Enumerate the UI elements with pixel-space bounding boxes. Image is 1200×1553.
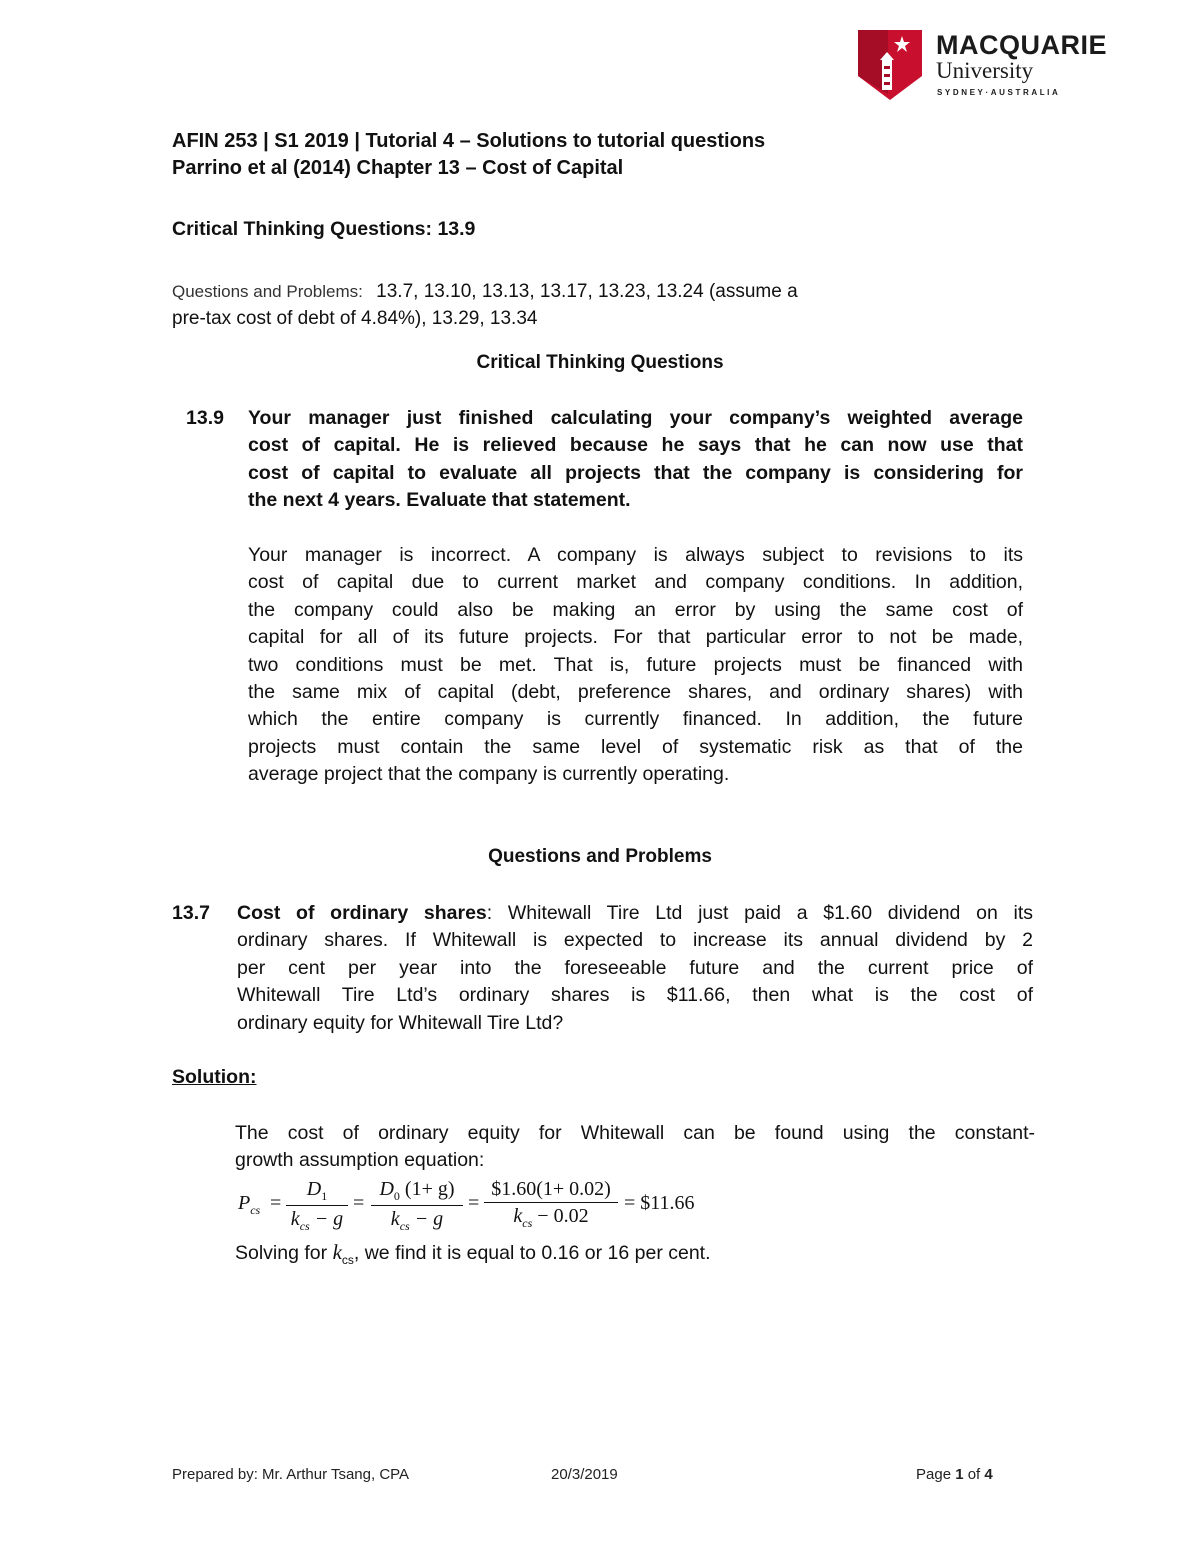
eq-f1-num-var: D xyxy=(306,1178,322,1200)
footer-page-total: 4 xyxy=(984,1466,993,1483)
qp-items-line2: pre-tax cost of debt of 4.84%), 13.29, 13.34 xyxy=(172,308,538,329)
eq-fraction-3 xyxy=(484,1178,618,1231)
eq-f1-numerator xyxy=(286,1178,348,1206)
question-line: Your manager just finished calculating your company’s weighted average xyxy=(248,407,1023,429)
answer-line: Your manager is incorrect. A company is always subject to revisions to its xyxy=(248,544,1023,566)
eq-f3-den-rest: − 0.02 xyxy=(532,1205,589,1227)
logo-location: SYDNEY·AUSTRALIA xyxy=(937,88,1061,97)
solution-conclusion xyxy=(235,1240,711,1267)
question-line: ordinary shares. If Whitewall is expected to increase its annual dividend by 2 xyxy=(237,929,1033,952)
question-title: Cost of ordinary shares xyxy=(237,902,487,924)
solution-label: Solution: xyxy=(172,1066,257,1088)
eq-f1-den-var: k xyxy=(290,1208,300,1230)
question-line-rest: : Whitewall Tire Ltd just paid a $1.60 dividend on its xyxy=(486,902,1033,924)
conclusion-var: k xyxy=(332,1240,342,1264)
lighthouse-crest-icon xyxy=(858,30,922,100)
answer-line: the company could also be making an error by using the same cost of xyxy=(248,598,1023,621)
question-line: Whitewall Tire Ltd’s ordinary shares is $11.66, then what is the cost of xyxy=(237,984,1033,1007)
footer-of-word: of xyxy=(963,1466,985,1483)
answer-line: projects must contain the same level of systematic risk as that of the xyxy=(248,735,1023,758)
answer-line: the same mix of capital (debt, preference shares, and ordinary shares) with xyxy=(248,681,1023,704)
eq-lhs xyxy=(238,1192,260,1218)
qp-label: Questions and Problems: xyxy=(172,282,363,301)
eq-f3-den-var: k xyxy=(513,1205,523,1227)
question-number-13-9: 13.9 xyxy=(186,407,224,429)
critical-thinking-list: Critical Thinking Questions: 13.9 xyxy=(172,218,476,240)
section-heading-questions-problems: Questions and Problems xyxy=(488,846,712,867)
eq-f1-den-sub: cs xyxy=(299,1219,310,1233)
answer-13-9-text xyxy=(248,542,1023,789)
eq-f2-den-rest: − g xyxy=(409,1208,444,1230)
conclusion-var-sub: cs xyxy=(341,1252,354,1267)
section-heading-critical-thinking: Critical Thinking Questions xyxy=(476,352,724,373)
eq-fraction-1 xyxy=(286,1178,348,1234)
footer-date: 20/3/2019 xyxy=(551,1466,618,1483)
solution-line: growth assumption equation: xyxy=(235,1149,485,1172)
question-line: cost of capital to evaluate all projects that the company is considering for xyxy=(248,461,1023,484)
eq-equals: = xyxy=(270,1192,282,1214)
eq-lhs-var: P xyxy=(238,1192,251,1214)
question-13-9-text xyxy=(248,405,1023,515)
eq-equals: = xyxy=(468,1192,480,1214)
solution-line: The cost of ordinary equity for Whitewall can be found using the constant- xyxy=(235,1122,1035,1144)
conclusion-text-b: , we find it is equal to 0.16 or 16 per cent. xyxy=(353,1242,711,1264)
eq-f2-den-var: k xyxy=(390,1208,400,1230)
conclusion-text-a: Solving for xyxy=(235,1242,333,1264)
answer-line: two conditions must be met. That is, future projects must be financed with xyxy=(248,653,1023,676)
university-logo xyxy=(858,30,1107,100)
eq-f2-num-rest: (1+ g) xyxy=(399,1178,455,1200)
question-line: per cent per year into the foreseeable future and the current price of xyxy=(237,956,1033,979)
question-line: the next 4 years. Evaluate that statement. xyxy=(248,489,631,512)
document-subtitle: Parrino et al (2014) Chapter 13 – Cost of Capital xyxy=(172,157,624,179)
eq-f2-denominator xyxy=(371,1206,463,1234)
footer-prepared-by: Prepared by: Mr. Arthur Tsang, CPA xyxy=(172,1466,410,1483)
eq-f3-numerator: $1.60(1+ 0.02) xyxy=(484,1178,618,1203)
footer-page-current: 1 xyxy=(955,1466,964,1483)
constant-growth-equation xyxy=(238,1178,718,1238)
document-title: AFIN 253 | S1 2019 | Tutorial 4 – Solutions to tutorial questions xyxy=(172,130,766,152)
question-line xyxy=(237,900,1033,927)
eq-f2-numerator xyxy=(371,1178,463,1206)
eq-lhs-sub-text: cs xyxy=(250,1203,261,1217)
footer-page-word: Page xyxy=(916,1466,956,1483)
logo-subtitle: University xyxy=(936,58,1034,83)
qp-items-line1: 13.7, 13.10, 13.13, 13.17, 13.23, 13.24 (assume a xyxy=(376,281,798,302)
answer-line: average project that the company is currently operating. xyxy=(248,763,730,786)
footer-page-number xyxy=(916,1466,993,1483)
question-line: cost of capital. He is relieved because he says that he can now use that xyxy=(248,434,1023,457)
solution-text xyxy=(235,1120,1035,1175)
eq-rhs: = $11.66 xyxy=(624,1192,695,1214)
eq-f1-num-sub: 1 xyxy=(321,1189,328,1203)
eq-f1-denominator xyxy=(286,1206,348,1234)
eq-equals: = xyxy=(353,1192,365,1214)
answer-line: capital for all of its future projects. For that particular error to not be made, xyxy=(248,626,1023,649)
answer-line: which the entire company is currently financed. In addition, the future xyxy=(248,708,1023,731)
questions-problems-list xyxy=(172,281,798,303)
eq-lhs-sub xyxy=(250,1203,260,1217)
question-line: ordinary equity for Whitewall Tire Ltd? xyxy=(237,1011,564,1034)
eq-f3-den-sub: cs xyxy=(522,1216,533,1230)
question-13-7-text xyxy=(237,900,1033,1037)
answer-line: cost of capital due to current market and company conditions. In addition, xyxy=(248,571,1023,594)
eq-fraction-2 xyxy=(371,1178,463,1234)
eq-f1-den-rest: − g xyxy=(309,1208,344,1230)
eq-f2-num-sub: 0 xyxy=(393,1189,400,1203)
question-number-13-7: 13.7 xyxy=(172,902,210,924)
eq-f2-den-sub: cs xyxy=(399,1219,410,1233)
eq-f2-num-var: D xyxy=(379,1178,394,1200)
logo-name: MACQUARIE xyxy=(936,30,1107,60)
eq-f3-denominator xyxy=(484,1203,618,1231)
